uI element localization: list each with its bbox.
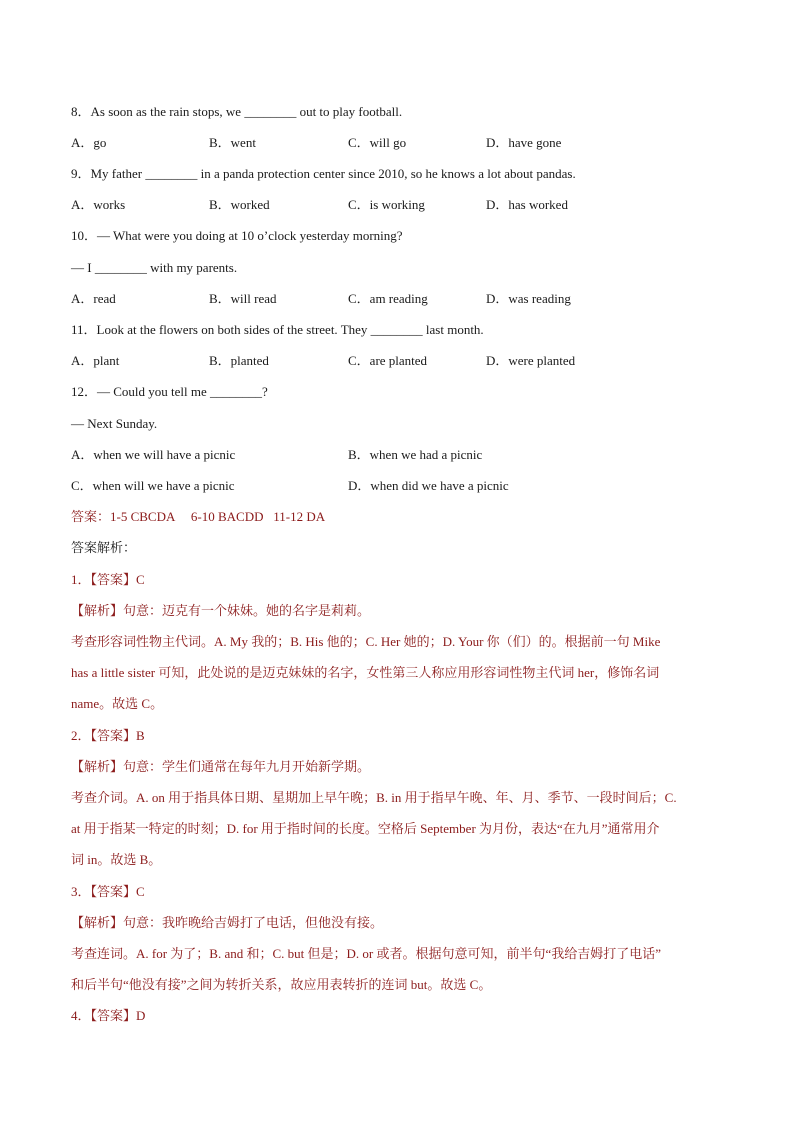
explanation-1-line-2: has a little sister 可知，此处说的是迈克妹妹的名字，女性第三人称应用形容词性物主代词 her，修饰名词	[71, 665, 660, 680]
question-8-option-a: A．go	[71, 135, 107, 150]
explanation-2-meaning: 【解析】句意：学生们通常在每年九月开始新学期。	[71, 759, 371, 774]
question-11-option-a: A．plant	[71, 353, 120, 368]
question-11-option-d: D．were planted	[486, 353, 576, 368]
question-11-option-b: B．planted	[209, 353, 269, 368]
question-10-response: — I ________ with my parents.	[71, 260, 238, 275]
question-10-option-b: B．will read	[209, 291, 277, 306]
explanation-3-line-2: 和后半句“他没有接”之间为转折关系，故应用表转折的连词 but。故选 C。	[71, 977, 492, 992]
question-8-option-d: D．have gone	[486, 135, 562, 150]
explanation-1-line-1: 考查形容词性物主代词。A. My 我的；B. His 他的；C. Her 她的；D. Your 你（们）的。根据前一句 Mike	[71, 634, 661, 649]
question-10-option-c: C．am reading	[348, 291, 428, 306]
question-12-response: — Next Sunday.	[71, 416, 158, 431]
answer-key: 答案：1-5 CBCDA 6-10 BACDD 11-12 DA	[71, 509, 326, 524]
question-8-option-c: C．will go	[348, 135, 407, 150]
explanation-4-answer: 4．【答案】D	[71, 1008, 146, 1023]
question-9-option-b: B．worked	[209, 197, 270, 212]
question-12-option-c: C．when will we have a picnic	[71, 478, 235, 493]
explanation-2-line-2: at 用于指某一特定的时刻；D. for 用于指时间的长度。空格后 September 为月份，表达“在九月”通常用介	[71, 821, 660, 836]
question-12-option-d: D．when did we have a picnic	[348, 478, 509, 493]
question-8-stem: 8．As soon as the rain stops, we ________ out to play football.	[71, 104, 403, 119]
question-12-stem: 12．— Could you tell me ________?	[71, 384, 268, 399]
question-11-stem: 11．Look at the flowers on both sides of the street. They ________ last month.	[71, 322, 484, 337]
explanation-3-answer: 3．【答案】C	[71, 884, 145, 899]
analysis-title: 答案解析：	[71, 540, 137, 555]
explanation-2-line-3: 词 in。故选 B。	[71, 852, 162, 867]
question-9-option-c: C．is working	[348, 197, 425, 212]
question-11-option-c: C．are planted	[348, 353, 428, 368]
explanation-2-line-1: 考查介词。A. on 用于指具体日期、星期加上早午晚；B. in 用于指早午晚、年、月、季节、一段时间后；C.	[71, 790, 677, 805]
question-9-option-d: D．has worked	[486, 197, 568, 212]
explanation-2-answer: 2．【答案】B	[71, 728, 145, 743]
question-12-option-b: B．when we had a picnic	[348, 447, 483, 462]
question-9-option-a: A．works	[71, 197, 126, 212]
question-9-stem: 9．My father ________ in a panda protection center since 2010, so he knows a lot about pandas.	[71, 166, 576, 181]
explanation-1-answer: 1．【答案】C	[71, 572, 145, 587]
question-10-stem: 10．— What were you doing at 10 o’clock yesterday morning?	[71, 228, 403, 243]
explanation-1-line-3: name。故选 C。	[71, 696, 164, 711]
explanation-1-meaning: 【解析】句意：迈克有一个妹妹。她的名字是莉莉。	[71, 603, 371, 618]
question-10-option-a: A．read	[71, 291, 116, 306]
question-10-option-d: D．was reading	[486, 291, 571, 306]
explanation-3-meaning: 【解析】句意：我昨晚给吉姆打了电话，但他没有接。	[71, 915, 384, 930]
question-12-option-a: A．when we will have a picnic	[71, 447, 236, 462]
question-8-option-b: B．went	[209, 135, 256, 150]
explanation-3-line-1: 考查连词。A. for 为了；B. and 和；C. but 但是；D. or 或者。根据句意可知，前半句“我给吉姆打了电话”	[71, 946, 662, 961]
